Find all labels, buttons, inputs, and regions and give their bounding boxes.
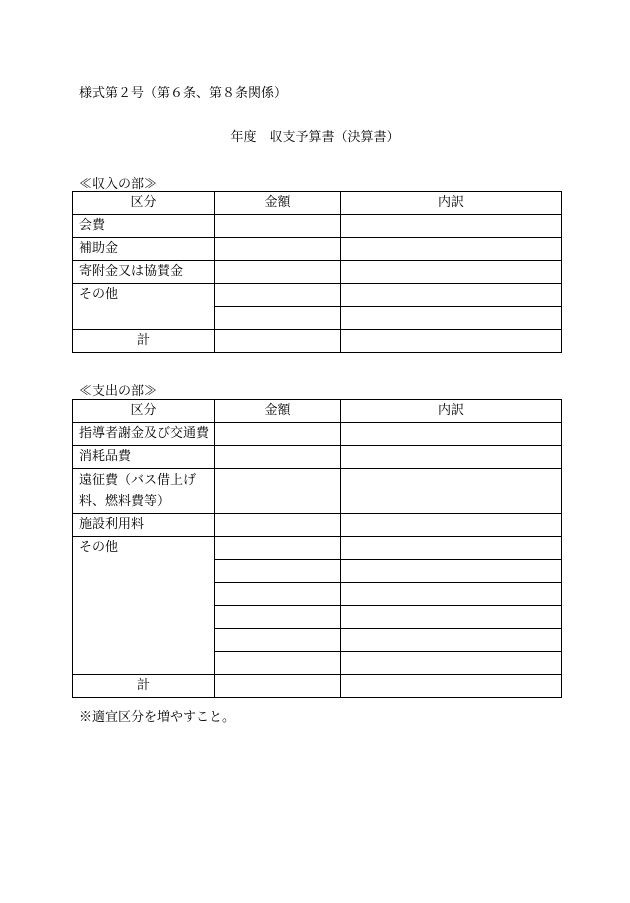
amount-cell xyxy=(215,307,341,330)
header-category: 区分 xyxy=(73,192,215,215)
amount-cell xyxy=(215,215,341,238)
amount-cell xyxy=(215,652,341,675)
details-cell xyxy=(341,675,562,698)
amount-cell xyxy=(215,446,341,469)
amount-cell xyxy=(215,537,341,560)
table-row xyxy=(73,469,562,514)
header-details: 内訳 xyxy=(341,400,562,423)
total-label: 計 xyxy=(73,330,215,353)
amount-cell xyxy=(215,261,341,284)
row-label: 補助金 xyxy=(73,238,215,261)
header-category: 区分 xyxy=(73,400,215,423)
table-header-row xyxy=(73,192,562,215)
details-cell xyxy=(341,423,562,446)
income-section-heading: ≪収入の部≫ xyxy=(79,177,158,192)
header-amount: 金額 xyxy=(215,192,341,215)
table-row xyxy=(73,215,562,238)
table-total-row xyxy=(73,330,562,353)
table-row xyxy=(73,261,562,284)
expense-table xyxy=(72,399,562,698)
details-cell xyxy=(341,514,562,537)
footnote: ※適宜区分を増やすこと。 xyxy=(79,710,236,725)
details-cell xyxy=(341,583,562,606)
details-cell xyxy=(341,284,562,307)
details-cell xyxy=(341,629,562,652)
details-cell xyxy=(341,446,562,469)
details-cell xyxy=(341,330,562,353)
table-header-row xyxy=(73,400,562,423)
amount-cell xyxy=(215,560,341,583)
row-label: その他 xyxy=(73,284,215,330)
row-label: 遠征費（バス借上げ料、燃料費等） xyxy=(73,469,215,514)
table-row xyxy=(73,514,562,537)
row-label: その他 xyxy=(73,537,215,675)
details-cell xyxy=(341,537,562,560)
income-table xyxy=(72,191,562,353)
details-cell xyxy=(341,560,562,583)
table-row xyxy=(73,238,562,261)
table-row xyxy=(73,284,562,307)
expense-section-heading: ≪支出の部≫ xyxy=(79,384,158,399)
row-label: 指導者謝金及び交通費 xyxy=(73,423,215,446)
details-cell xyxy=(341,469,562,514)
row-label: 消耗品費 xyxy=(73,446,215,469)
amount-cell xyxy=(215,514,341,537)
amount-cell xyxy=(215,675,341,698)
total-label: 計 xyxy=(73,675,215,698)
row-label: 施設利用料 xyxy=(73,514,215,537)
amount-cell xyxy=(215,583,341,606)
details-cell xyxy=(341,307,562,330)
header-amount: 金額 xyxy=(215,400,341,423)
details-cell xyxy=(341,261,562,284)
amount-cell xyxy=(215,629,341,652)
amount-cell xyxy=(215,330,341,353)
table-row xyxy=(73,446,562,469)
details-cell xyxy=(341,238,562,261)
row-label: 会費 xyxy=(73,215,215,238)
amount-cell xyxy=(215,469,341,514)
amount-cell xyxy=(215,423,341,446)
amount-cell xyxy=(215,606,341,629)
amount-cell xyxy=(215,284,341,307)
details-cell xyxy=(341,652,562,675)
table-total-row xyxy=(73,675,562,698)
table-row xyxy=(73,423,562,446)
details-cell xyxy=(341,606,562,629)
form-number: 様式第２号（第６条、第８条関係） xyxy=(79,86,288,101)
details-cell xyxy=(341,215,562,238)
row-label: 寄附金又は協賛金 xyxy=(73,261,215,284)
table-row xyxy=(73,537,562,560)
document-title: 年度 収支予算書（決算書） xyxy=(230,130,400,145)
header-details: 内訳 xyxy=(341,192,562,215)
amount-cell xyxy=(215,238,341,261)
